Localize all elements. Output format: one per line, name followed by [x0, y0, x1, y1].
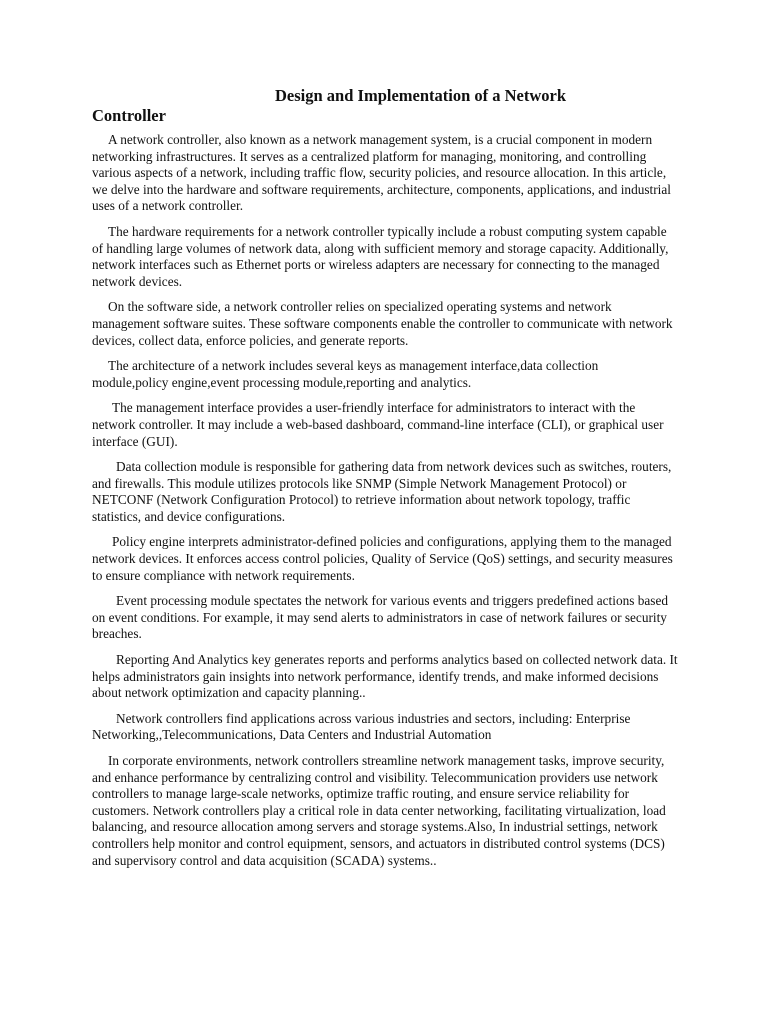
document-title-line-2: Controller [92, 106, 166, 125]
paragraph-event-processing: Event processing module spectates the network for various events and triggers predefined actions based on event conditions. For example, it may send alerts to administrators in case of network failures or security breaches. [92, 593, 669, 642]
paragraph-data-collection: Data collection module is responsible for gathering data from network devices such as switches, routers, and firewalls. This module utilizes protocols like SNMP (Simple Network Management Protocol) or NETCONF (Network Configuration Protocol) to retrieve information about network topology, traffic statistics, and device configurations. [92, 459, 672, 524]
paragraph-industrial-uses: In corporate environments, network controllers streamline network management tasks, improve security, and enhance performance by centralizing control and visibility. Telecommunication providers use network controllers to manage large-scale networks, optimize traffic routing, and ensure service reliability for customers. Network controllers play a critical role in data center networking, facilitating virtualization, load balancing, and resource allocation among servers and storage systems.Also, In industrial settings, network controllers help monitor and control equipment, sensors, and actuators in distributed control systems (DCS) and supervisory control and data acquisition (SCADA) systems.. [92, 753, 666, 868]
paragraph-policy-engine: Policy engine interprets administrator-defined policies and configurations, applying them to the managed network devices. It enforces access control policies, Quality of Service (QoS) settings, and security measures to ensure compliance with network requirements. [92, 534, 673, 583]
paragraph-hardware-requirements: The hardware requirements for a network controller typically include a robust computing system capable of handling large volumes of network data, along with sufficient memory and storage capacity. Additionally, network interfaces such as Ethernet ports or wireless adapters are necessary for connecting to the managed network devices. [92, 223, 669, 289]
paragraph-introduction: A network controller, also known as a network management system, is a crucial component in modern networking infrastructures. It serves as a centralized platform for managing, monitoring, and controlling various aspects of a network, including traffic flow, security policies, and resource allocation. In this article, we delve into the hardware and software requirements, architecture, components, applications, and industrial uses of a network controller. [92, 132, 671, 214]
paragraph-reporting-analytics: Reporting And Analytics key generates reports and performs analytics based on collected network data. It helps administrators gain insights into network performance, identify trends, and make informed decisions about network optimization and capacity planning.. [92, 652, 678, 701]
paragraph-management-interface: The management interface provides a user-friendly interface for administrators to interact with the network controller. It may include a web-based dashboard, command-line interface (CLI), or graphical user interface (GUI). [92, 400, 664, 449]
document-page [92, 86, 678, 878]
paragraph-applications: Network controllers find applications across various industries and sectors, including: Enterprise Networking,,Telecommunications, Data Centers and Industrial Automation [92, 710, 631, 743]
paragraph-software-requirements: On the software side, a network controller relies on specialized operating systems and network management software suites. These software components enable the controller to communicate with network devices, collect data, enforce policies, and generate reports. [92, 299, 673, 348]
document-title-line-1: Design and Implementation of a Network [275, 86, 567, 105]
paragraph-architecture: The architecture of a network includes several keys as management interface,data collection module,policy engine,event processing module,reporting and analytics. [92, 358, 599, 390]
